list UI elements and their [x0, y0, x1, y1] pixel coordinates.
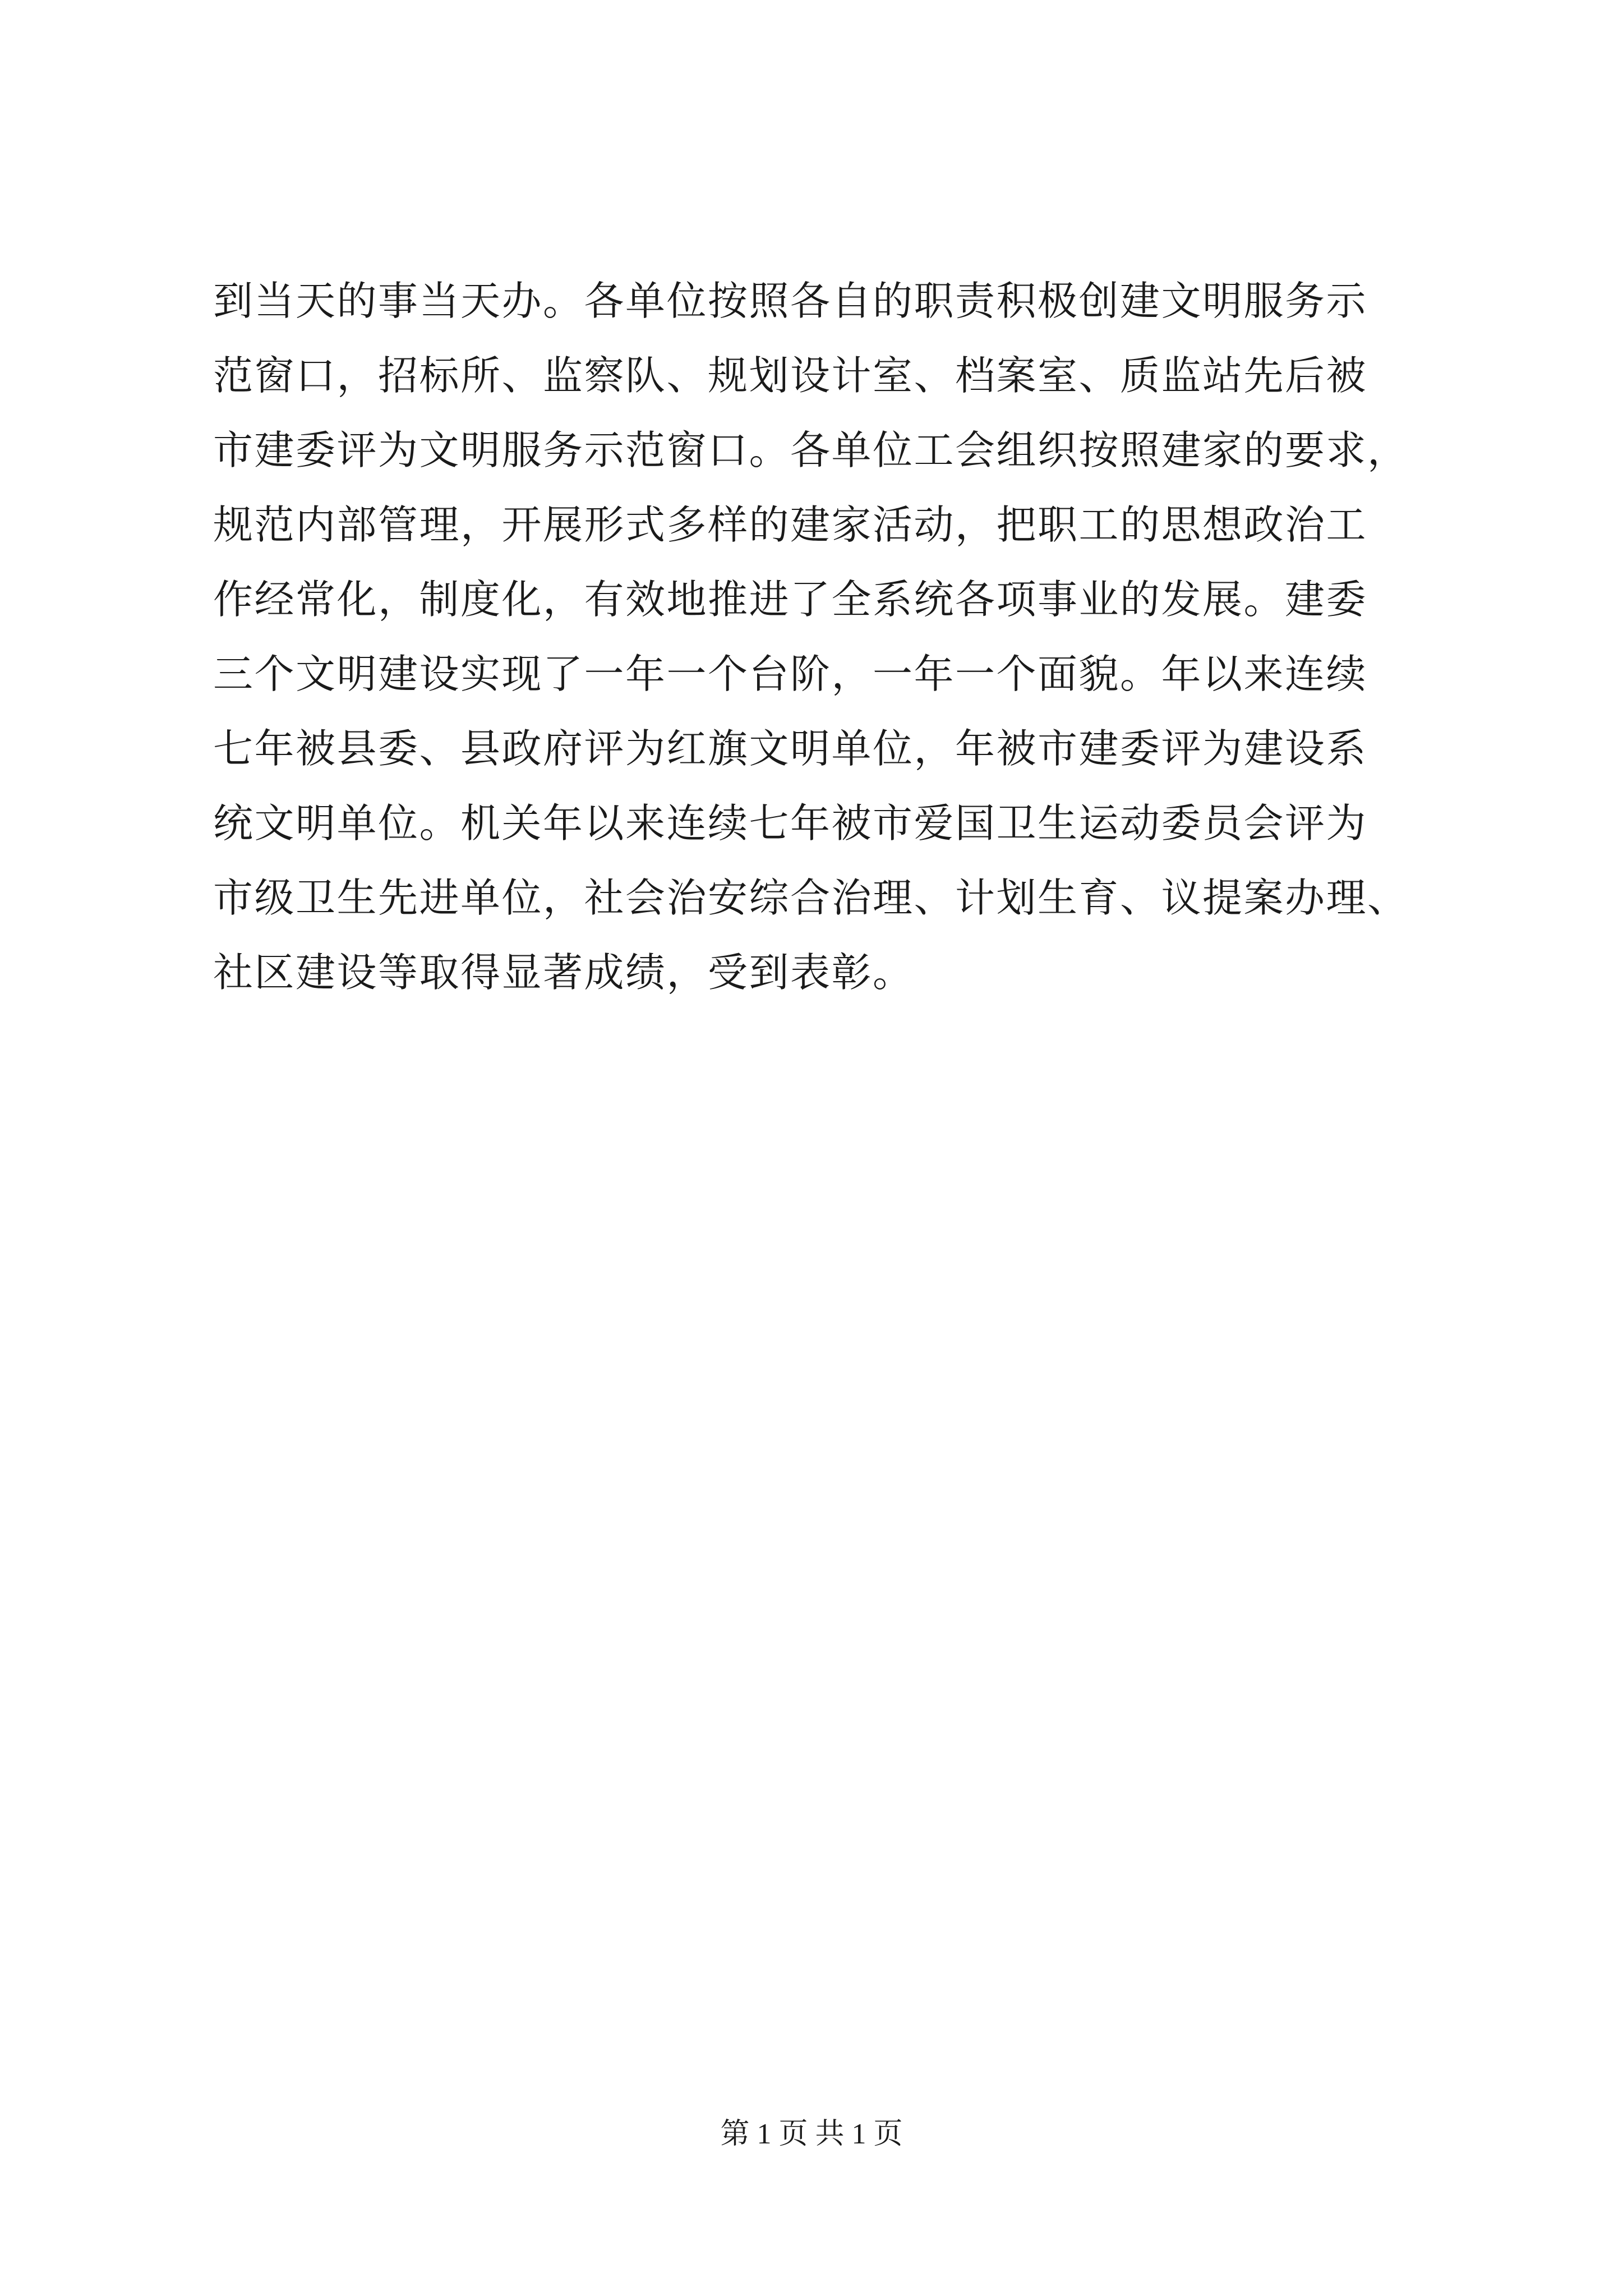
paragraph-line: 三个文明建设实现了一年一个台阶，一年一个面貌。年以来连续	[213, 651, 1368, 697]
paragraph-line: 范窗口，招标所、监察队、规划设计室、档案室、质监站先后被	[213, 352, 1368, 399]
paragraph-line: 社区建设等取得显著成绩，受到表彰。	[213, 949, 914, 996]
paragraph-line: 作经常化，制度化，有效地推进了全系统各项事业的发展。建委	[213, 576, 1368, 623]
body-paragraph	[213, 264, 1503, 1010]
paragraph-line: 市建委评为文明服务示范窗口。各单位工会组织按照建家的要求，	[213, 427, 1409, 473]
paragraph-line: 统文明单位。机关年以来连续七年被市爱国卫生运动委员会评为	[213, 800, 1368, 846]
paragraph-line: 到当天的事当天办。各单位按照各自的职责积极创建文明服务示	[213, 278, 1368, 324]
paragraph-line: 七年被县委、县政府评为红旗文明单位，年被市建委评为建设系	[213, 725, 1368, 772]
paragraph-line: 市级卫生先进单位，社会治安综合治理、计划生育、议提案办理、	[213, 875, 1409, 921]
paragraph-line: 规范内部管理，开展形式多样的建家活动，把职工的思想政治工	[213, 501, 1368, 548]
page-footer: 第 1 页 共 1 页	[720, 2118, 903, 2150]
